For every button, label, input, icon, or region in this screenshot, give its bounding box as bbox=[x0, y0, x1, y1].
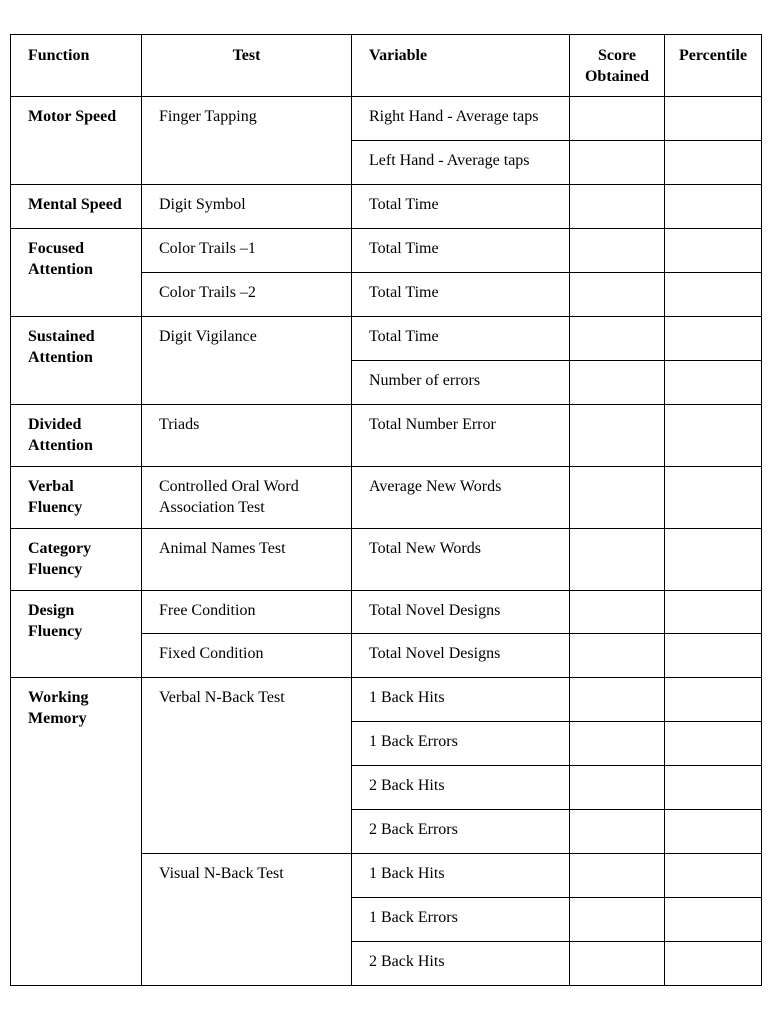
test-cell: Digit Symbol bbox=[142, 185, 352, 229]
variable-cell: Total Time bbox=[352, 229, 570, 273]
variable-cell: Total Number Error bbox=[352, 405, 570, 467]
function-cell: Sustained Attention bbox=[11, 317, 142, 405]
score-cell[interactable] bbox=[570, 361, 665, 405]
header-variable: Variable bbox=[352, 35, 570, 97]
function-cell: Verbal Fluency bbox=[11, 467, 142, 529]
score-cell[interactable] bbox=[570, 942, 665, 986]
variable-cell: Left Hand - Average taps bbox=[352, 141, 570, 185]
table-row bbox=[11, 591, 762, 634]
test-cell: Animal Names Test bbox=[142, 529, 352, 591]
score-cell[interactable] bbox=[570, 591, 665, 634]
test-cell: Controlled Oral Word Association Test bbox=[142, 467, 352, 529]
table-row bbox=[11, 678, 762, 722]
variable-cell: Total Time bbox=[352, 185, 570, 229]
header-test: Test bbox=[142, 35, 352, 97]
header-percentile: Percentile bbox=[665, 35, 762, 97]
header-score-obtained: Score Obtained bbox=[570, 35, 665, 97]
percentile-cell[interactable] bbox=[665, 405, 762, 467]
percentile-cell[interactable] bbox=[665, 229, 762, 273]
percentile-cell[interactable] bbox=[665, 722, 762, 766]
percentile-cell[interactable] bbox=[665, 898, 762, 942]
test-cell: Color Trails –2 bbox=[142, 273, 352, 317]
header-function: Function bbox=[11, 35, 142, 97]
table-row bbox=[11, 467, 762, 529]
test-cell: Visual N-Back Test bbox=[142, 854, 352, 986]
variable-cell: 2 Back Hits bbox=[352, 766, 570, 810]
score-cell[interactable] bbox=[570, 467, 665, 529]
score-cell[interactable] bbox=[570, 766, 665, 810]
percentile-cell[interactable] bbox=[665, 678, 762, 722]
percentile-cell[interactable] bbox=[665, 634, 762, 678]
score-cell[interactable] bbox=[570, 722, 665, 766]
variable-cell: Total Time bbox=[352, 273, 570, 317]
function-cell: Category Fluency bbox=[11, 529, 142, 591]
function-cell: Motor Speed bbox=[11, 97, 142, 185]
table-row bbox=[11, 229, 762, 273]
score-cell[interactable] bbox=[570, 678, 665, 722]
percentile-cell[interactable] bbox=[665, 97, 762, 141]
score-cell[interactable] bbox=[570, 810, 665, 854]
variable-cell: 1 Back Errors bbox=[352, 898, 570, 942]
percentile-cell[interactable] bbox=[665, 273, 762, 317]
variable-cell: Right Hand - Average taps bbox=[352, 97, 570, 141]
score-cell[interactable] bbox=[570, 854, 665, 898]
score-cell[interactable] bbox=[570, 405, 665, 467]
percentile-cell[interactable] bbox=[665, 942, 762, 986]
test-cell: Verbal N-Back Test bbox=[142, 678, 352, 854]
variable-cell: Total Novel Designs bbox=[352, 591, 570, 634]
percentile-cell[interactable] bbox=[665, 467, 762, 529]
variable-cell: 1 Back Hits bbox=[352, 678, 570, 722]
test-cell: Color Trails –1 bbox=[142, 229, 352, 273]
percentile-cell[interactable] bbox=[665, 361, 762, 405]
table-row bbox=[11, 317, 762, 361]
score-cell[interactable] bbox=[570, 229, 665, 273]
variable-cell: 2 Back Hits bbox=[352, 942, 570, 986]
score-cell[interactable] bbox=[570, 97, 665, 141]
variable-cell: Total Time bbox=[352, 317, 570, 361]
variable-cell: Total New Words bbox=[352, 529, 570, 591]
variable-cell: Number of errors bbox=[352, 361, 570, 405]
percentile-cell[interactable] bbox=[665, 766, 762, 810]
table-row bbox=[11, 529, 762, 591]
score-cell[interactable] bbox=[570, 634, 665, 678]
test-cell: Digit Vigilance bbox=[142, 317, 352, 405]
function-cell: Mental Speed bbox=[11, 185, 142, 229]
score-cell[interactable] bbox=[570, 141, 665, 185]
test-cell: Finger Tapping bbox=[142, 97, 352, 185]
score-cell[interactable] bbox=[570, 898, 665, 942]
function-cell: Divided Attention bbox=[11, 405, 142, 467]
assessment-table bbox=[10, 34, 762, 986]
function-cell: Focused Attention bbox=[11, 229, 142, 317]
function-cell: Working Memory bbox=[11, 678, 142, 986]
score-cell[interactable] bbox=[570, 317, 665, 361]
percentile-cell[interactable] bbox=[665, 591, 762, 634]
test-cell: Triads bbox=[142, 405, 352, 467]
score-cell[interactable] bbox=[570, 185, 665, 229]
percentile-cell[interactable] bbox=[665, 810, 762, 854]
variable-cell: 1 Back Hits bbox=[352, 854, 570, 898]
test-cell: Free Condition bbox=[142, 591, 352, 634]
variable-cell: 2 Back Errors bbox=[352, 810, 570, 854]
variable-cell: Total Novel Designs bbox=[352, 634, 570, 678]
score-cell[interactable] bbox=[570, 273, 665, 317]
header-row bbox=[11, 35, 762, 97]
percentile-cell[interactable] bbox=[665, 317, 762, 361]
percentile-cell[interactable] bbox=[665, 185, 762, 229]
percentile-cell[interactable] bbox=[665, 141, 762, 185]
test-cell: Fixed Condition bbox=[142, 634, 352, 678]
table-row bbox=[11, 185, 762, 229]
variable-cell: Average New Words bbox=[352, 467, 570, 529]
percentile-cell[interactable] bbox=[665, 854, 762, 898]
percentile-cell[interactable] bbox=[665, 529, 762, 591]
variable-cell: 1 Back Errors bbox=[352, 722, 570, 766]
table-row bbox=[11, 97, 762, 141]
table-row bbox=[11, 405, 762, 467]
function-cell: Design Fluency bbox=[11, 591, 142, 678]
score-cell[interactable] bbox=[570, 529, 665, 591]
